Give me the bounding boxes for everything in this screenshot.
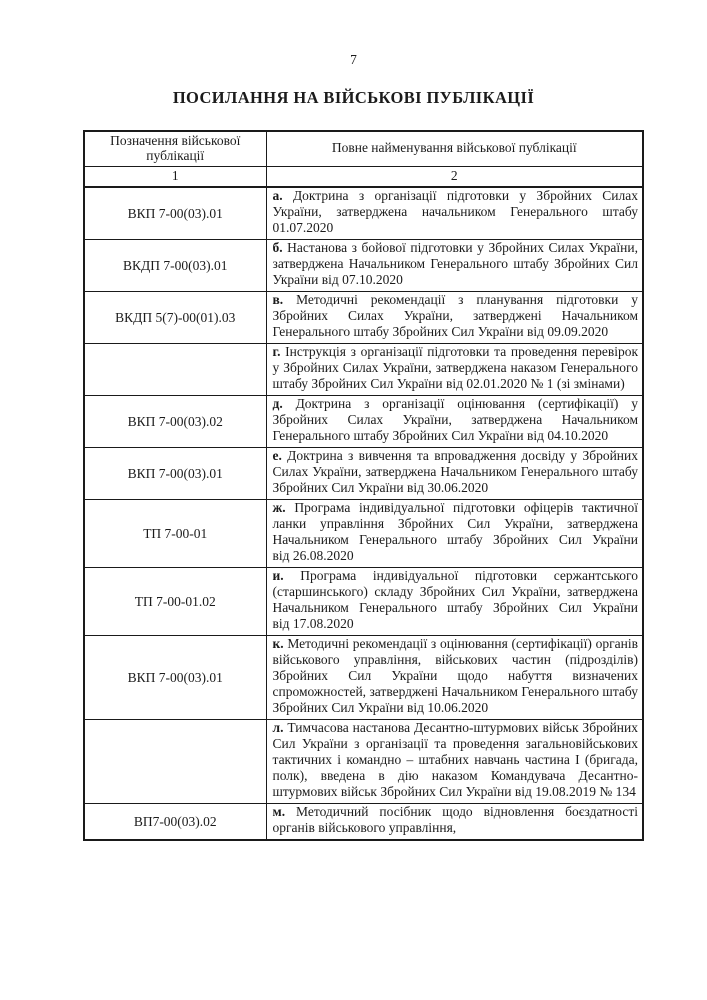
item-letter: в. xyxy=(272,292,284,307)
description-cell xyxy=(266,636,643,720)
header-full-name: Повне найменування військової публікації xyxy=(266,131,643,167)
description-cell xyxy=(266,720,643,804)
page-title: ПОСИЛАННЯ НА ВІЙСЬКОВІ ПУБЛІКАЦІЇ xyxy=(172,88,535,107)
designation-cell: ВКДП 7-00(03).01 xyxy=(84,240,266,292)
item-description: Доктрина з вивчення та впровадження досвіду у Збройних Силах України, затверджена Начальником Генерального штабу Збройних Сил України від 30.06.2020 xyxy=(272,448,639,495)
table-row xyxy=(84,636,643,720)
table-row xyxy=(84,187,643,240)
table-row xyxy=(84,804,643,841)
designation-cell: ВКП 7-00(03).01 xyxy=(84,187,266,240)
table-row xyxy=(84,240,643,292)
page-number: 7 xyxy=(350,52,357,67)
designation-cell: ВП7-00(03).02 xyxy=(84,804,266,841)
header-designation: Позначення військової публікації xyxy=(84,131,266,167)
designation-cell: ВКП 7-00(03).02 xyxy=(84,396,266,448)
item-letter: и. xyxy=(272,568,284,583)
item-description: Доктрина з організації оцінювання (сертифікації) у Збройних Силах України, затверджена Начальником Генерального штабу Збройних Сил України від 04.10.2020 xyxy=(272,396,638,443)
description-cell xyxy=(266,187,643,240)
item-description: Програма індивідуальної підготовки офіцерів тактичної ланки управління Збройних Сил України, затверджена Начальником Генерального штабу Збройних Сил України від 26.08.2020 xyxy=(272,500,639,563)
table-row xyxy=(84,448,643,500)
table-row xyxy=(84,500,643,568)
publications-table xyxy=(83,130,644,841)
column-number-2: 2 xyxy=(266,167,643,188)
description-cell xyxy=(266,292,643,344)
item-description: Програма індивідуальної підготовки сержантського (старшинського) складу Збройних Сил України, затверджена Начальником Генерального штабу Збройних Сил України від 17.08.2020 xyxy=(272,568,639,631)
item-description: Методичні рекомендації з оцінювання (сертифікації) органів військового управління, військових частин (підрозділів) Збройних Сил України щодо набуття визначених спроможностей, затверджені Начальником Генерального штабу Збройних Сил України від 10.06.2020 xyxy=(272,636,638,715)
designation-cell: ТП 7-00-01.02 xyxy=(84,568,266,636)
table-row xyxy=(84,568,643,636)
description-cell xyxy=(266,240,643,292)
description-cell xyxy=(266,500,643,568)
description-cell xyxy=(266,568,643,636)
designation-cell: ВКП 7-00(03).01 xyxy=(84,448,266,500)
item-letter: л. xyxy=(272,720,284,735)
item-letter: д. xyxy=(272,396,283,411)
table-row xyxy=(84,720,643,804)
item-letter: ж. xyxy=(272,500,286,515)
item-description: Настанова з бойової підготовки у Збройних Силах України, затверджена Начальником Генерального штабу Збройних Сил України від 07.10.2020 xyxy=(272,240,639,287)
column-number-1: 1 xyxy=(84,167,266,188)
table-row xyxy=(84,344,643,396)
designation-cell: ВКП 7-00(03).01 xyxy=(84,636,266,720)
description-cell xyxy=(266,804,643,841)
item-description: Методичні рекомендації з планування підготовки у Збройних Силах України, затверджені Начальником Генерального штабу Збройних Сил України від 09.09.2020 xyxy=(272,292,638,339)
item-description: Інструкція з організації підготовки та проведення перевірок у Збройних Силах України, затверджена наказом Генерального штабу Збройних Сил України від 02.01.2020 № 1 (зі змінами) xyxy=(272,344,638,391)
item-letter: б. xyxy=(272,240,283,255)
item-description: Методичний посібник щодо відновлення боєздатності органів військового управління, xyxy=(272,804,638,835)
designation-cell: ТП 7-00-01 xyxy=(84,500,266,568)
item-description: Доктрина з організації підготовки у Збройних Силах України, затверджена начальником Генерального штабу 01.07.2020 xyxy=(272,188,639,235)
description-cell xyxy=(266,448,643,500)
description-cell xyxy=(266,396,643,448)
item-description: Тимчасова настанова Десантно-штурмових військ Збройних Сил України з організації та проведення загальновійськових тактичних і командно – штабних навчань частина I (бригада, полк), введена в дію наказом Командувача Десантно-штурмових військ Збройних Сил України від 19.08.2019 № 134 xyxy=(272,720,638,799)
item-letter: а. xyxy=(272,188,283,203)
designation-cell xyxy=(84,720,266,804)
designation-cell: ВКДП 5(7)-00(01).03 xyxy=(84,292,266,344)
item-letter: е. xyxy=(272,448,282,463)
item-letter: к. xyxy=(272,636,284,651)
designation-cell xyxy=(84,344,266,396)
item-letter: м. xyxy=(272,804,286,819)
table-row xyxy=(84,292,643,344)
table-row xyxy=(84,396,643,448)
description-cell xyxy=(266,344,643,396)
item-letter: г. xyxy=(272,344,281,359)
column-number-row xyxy=(84,167,643,188)
table-header-row xyxy=(84,131,643,167)
